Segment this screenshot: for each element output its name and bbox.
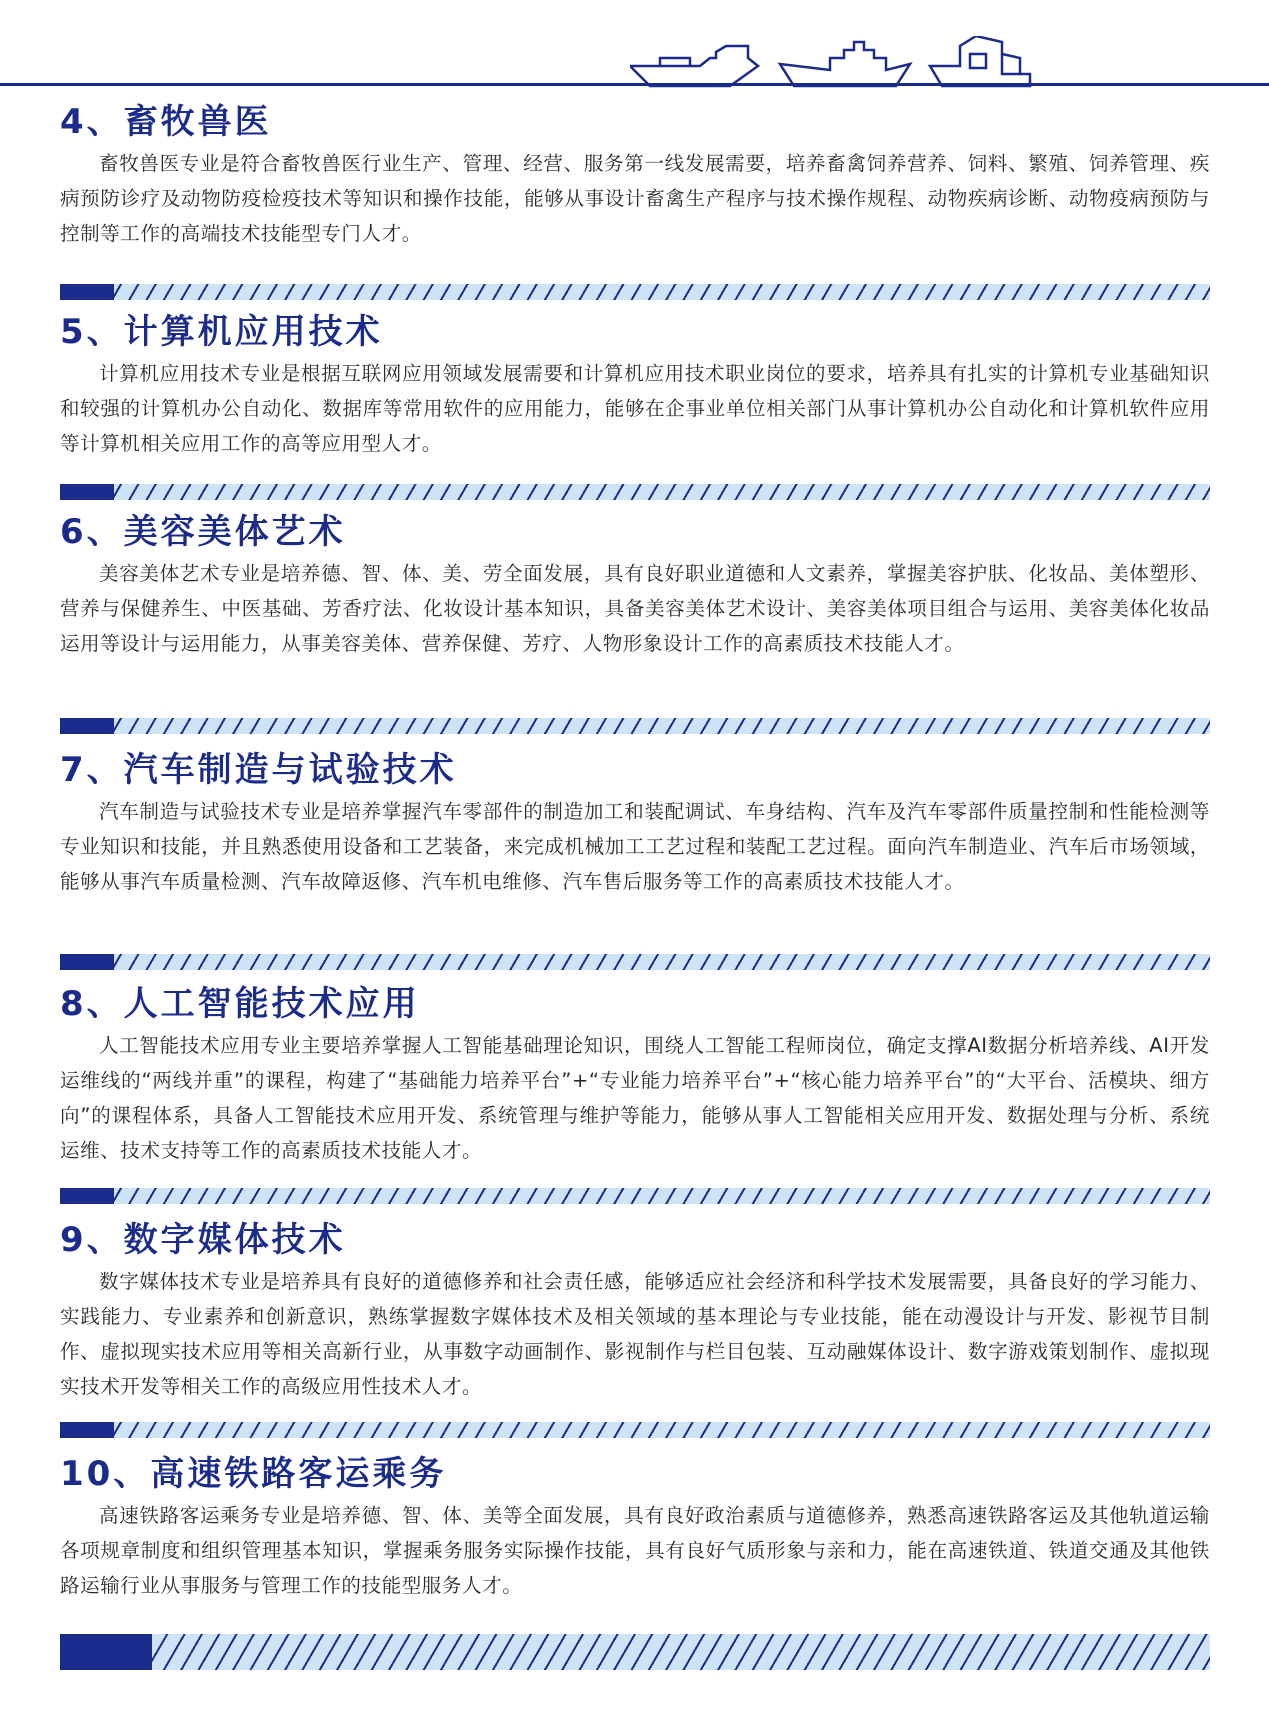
section-divider [60,1634,1210,1670]
program-section [60,748,1210,899]
program-section [60,100,1210,251]
ships-skyline-icon [630,36,1090,88]
section-divider [60,1188,1210,1204]
section-body: 高速铁路客运乘务专业是培养德、智、体、美等全面发展，具有良好政治素质与道德修养，熟悉高速铁路客运及其他轨道运输各项规章制度和组织管理基本知识，掌握乘务服务实际操作技能，具有良好气质形象与亲和力，能在高速铁道、铁道交通及其他铁路运输行业从事服务与管理工作的技能型服务人才。 [60,1504,1210,1597]
section-title: 10、高速铁路客运乘务 [60,1454,447,1494]
section-title: 4、畜牧兽医 [60,102,272,142]
section-title: 8、人工智能技术应用 [60,984,420,1024]
section-divider [60,1422,1210,1438]
section-divider [60,484,1210,500]
section-title: 9、数字媒体技术 [60,1220,346,1260]
section-title: 7、汽车制造与试验技术 [60,750,457,790]
program-section [60,510,1210,661]
program-section [60,310,1210,461]
program-section [60,982,1210,1168]
section-body: 数字媒体技术专业是培养具有良好的道德修养和社会责任感，能够适应社会经济和科学技术发展需要，具备良好的学习能力、实践能力、专业素养和创新意识，熟练掌握数字媒体技术及相关领域的基本理论与专业技能，能在动漫设计与开发、影视节目制作、虚拟现实技术应用等相关高新行业，从事数字动画制作、影视制作与栏目包装、互动融媒体设计、数字游戏策划制作、虚拟现实技术开发等相关工作的高级应用性技术人才。 [60,1270,1210,1398]
section-title: 5、计算机应用技术 [60,312,383,352]
section-title: 6、美容美体艺术 [60,512,346,552]
section-body: 汽车制造与试验技术专业是培养掌握汽车零部件的制造加工和装配调试、车身结构、汽车及汽车零部件质量控制和性能检测等专业知识和技能，并且熟悉使用设备和工艺装备，来完成机械加工工艺过程和装配工艺过程。面向汽车制造业、汽车后市场领域，能够从事汽车质量检测、汽车故障返修、汽车机电维修、汽车售后服务等工作的高素质技术技能人才。 [60,800,1210,893]
section-divider [60,284,1210,300]
program-section [60,1452,1210,1603]
section-divider [60,718,1210,734]
section-body: 美容美体艺术专业是培养德、智、体、美、劳全面发展，具有良好职业道德和人文素养，掌握美容护肤、化妆品、美体塑形、营养与保健养生、中医基础、芳香疗法、化妆设计基本知识，具备美容美体艺术设计、美容美体项目组合与运用、美容美体化妆品运用等设计与运用能力，从事美容美体、营养保健、芳疗、人物形象设计工作的高素质技术技能人才。 [60,562,1210,655]
section-body: 人工智能技术应用专业主要培养掌握人工智能基础理论知识，围绕人工智能工程师岗位，确定支撑AI数据分析培养线、AI开发运维线的“两线并重”的课程，构建了“基础能力培养平台”+“专业能力培养平台”+“核心能力培养平台”的“大平台、活模块、细方向”的课程体系，具备人工智能技术应用开发、系统管理与维护等能力，能够从事人工智能相关应用开发、数据处理与分析、系统运维、技术支持等工作的高素质技术技能人才。 [60,1034,1210,1162]
program-section [60,1218,1210,1404]
section-divider [60,954,1210,970]
section-body: 畜牧兽医专业是符合畜牧兽医行业生产、管理、经营、服务第一线发展需要，培养畜禽饲养营养、饲料、繁殖、饲养管理、疾病预防诊疗及动物防疫检疫技术等知识和操作技能，能够从事设计畜禽生产程序与技术操作规程、动物疾病诊断、动物疫病预防与控制等工作的高端技术技能型专门人才。 [60,152,1210,245]
section-body: 计算机应用技术专业是根据互联网应用领域发展需要和计算机应用技术职业岗位的要求，培养具有扎实的计算机专业基础知识和较强的计算机办公自动化、数据库等常用软件的应用能力，能够在企事业单位相关部门从事计算机办公自动化和计算机软件应用等计算机相关应用工作的高等应用型人才。 [60,362,1210,455]
